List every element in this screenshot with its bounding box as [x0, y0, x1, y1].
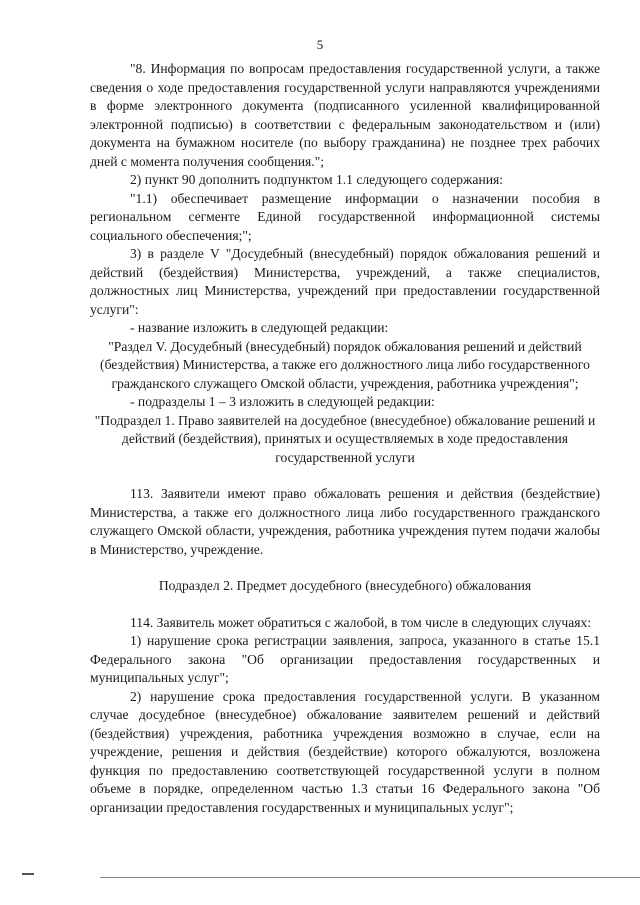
paragraph-title-change: - название изложить в следующей редакции: — [130, 320, 389, 335]
footer-divider — [100, 877, 640, 878]
scan-mark — [22, 873, 34, 875]
paragraph-item-8-info: "8. Информация по вопросам предоставления государственной услуги, а также сведения о ходе предоставления государственной услуги направляются учреждениями в форме электронного документа (подписанного усиленной квалифицированной электронной подписью) в соответствии с федеральным законодательством и (или) документа на бумажном носителе (по выбору гражданина) не позднее трех рабочих дней с момента получения сообщения."; — [90, 61, 600, 169]
page-number: 5 — [316, 37, 324, 52]
subsection-1-title: "Подраздел 1. Право заявителей на досудебное (внесудебное) обжалование решений и действий (бездействия), принятых и осуществляемых в ходе предоставления государственной услуги — [94, 412, 596, 465]
section-v-title: "Раздел V. Досудебный (внесудебный) порядок обжалования решений и действий (бездействия) Министерства, а также его должностного лица либо государственного гражданского служащего Омской области, учреждения, работника учреждения"; — [100, 338, 590, 391]
paragraph-subpoint-1-1: "1.1) обеспечивает размещение информации о назначении пособия в региональном сегменте Единой государственной информационной системы социального обеспечения;"; — [90, 190, 600, 243]
document-body — [90, 60, 600, 817]
paragraph-114: 114. Заявитель может обратиться с жалобой, в том числе в следующих случаях: — [130, 614, 592, 630]
paragraph-point-90: 2) пункт 90 дополнить подпунктом 1.1 следующего содержания: — [130, 172, 504, 187]
subsection-2-title: Подраздел 2. Предмет досудебного (внесудебного) обжалования — [158, 578, 532, 593]
paragraph-114-item-2: 2) нарушение срока предоставления государственной услуги. В указанном случае досудебное (внесудебное) обжалование заявителем решений и действий (бездействия) учреждения, работника учреждения возможно в случае, если на учреждение, решения и действия (бездействие) которого обжалуются, возложена функция по предоставлению соответствующей государственной услуги в полном объеме в порядке, определенном частью 1.3 статьи 16 Федерального закона "Об организации предоставления государственных и муниципальных услуг"; — [90, 688, 600, 815]
paragraph-113: 113. Заявители имеют право обжаловать решения и действия (бездействие) Министерства, а также его должностного лица либо государственного гражданского служащего Омской области, учреждения, работника учреждения путем подачи жалобы в Министерство, учреждение. — [90, 486, 600, 557]
paragraph-114-item-1: 1) нарушение срока регистрации заявления, запроса, указанного в статье 15.1 Федерального закона "Об организации предоставления государственных и муниципальных услуг"; — [90, 633, 600, 685]
paragraph-subsections-change: - подразделы 1 – 3 изложить в следующей редакции: — [130, 394, 435, 409]
paragraph-section-v: 3) в разделе V "Досудебный (внесудебный) порядок обжалования решений и действий (бездействия) Министерства, учреждений, а также специалистов, должностных лиц Министерства, учреждений при предоставлении государственной услуги": — [90, 246, 600, 317]
